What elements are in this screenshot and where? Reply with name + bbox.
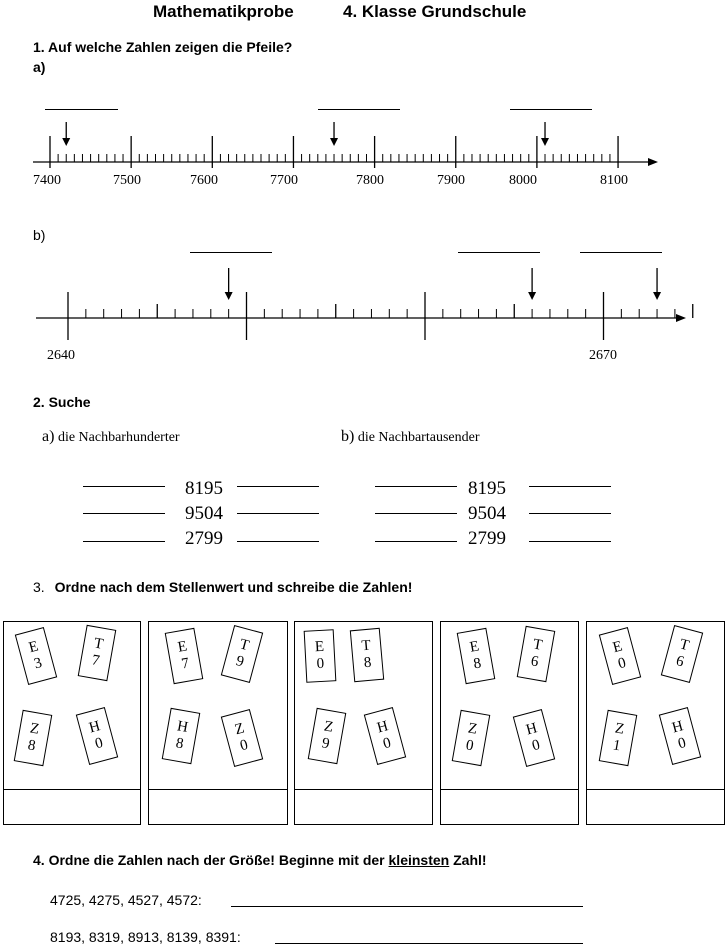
answer-blank-2b-left[interactable] (375, 513, 457, 514)
digit-card: Z 0 (221, 709, 263, 767)
digit-card: H 0 (364, 707, 406, 765)
answer-blank-2a-left[interactable] (83, 486, 165, 487)
answer-blank-2b-left[interactable] (375, 486, 457, 487)
task4-heading: 4. Ordne die Zahlen nach der Größe! Beginne mit der kleinsten Zahl! (33, 852, 487, 868)
digit-card: Z 0 (452, 710, 491, 766)
tick-label: 7900 (437, 173, 465, 188)
place-value-box-3 (294, 621, 433, 825)
digit-card: Z 1 (599, 710, 638, 766)
pointer-arrowhead (225, 292, 233, 300)
answer-blank-2b-left[interactable] (375, 541, 457, 542)
task1b-label: b) (33, 227, 46, 243)
digit-card: H 8 (162, 708, 201, 764)
pointer-arrowhead (528, 292, 536, 300)
tick-label: 7800 (356, 173, 384, 188)
task2b-number: 2799 (468, 528, 506, 549)
tick-label: 7500 (113, 173, 141, 188)
place-value-box-4 (440, 621, 579, 825)
digit-card: Z 9 (308, 708, 347, 764)
task2b-text: die Nachbartausender (357, 430, 480, 445)
task4-underlined: kleinsten (388, 852, 450, 868)
tick-label: 7400 (33, 173, 61, 188)
answer-field-3-3[interactable] (295, 789, 432, 824)
task3-heading-row (33, 579, 412, 595)
place-value-box-2 (148, 621, 288, 825)
tick-label: 7700 (270, 173, 298, 188)
tick-label: 7600 (190, 173, 218, 188)
task2a-letter: a) (42, 428, 55, 445)
tick-label: 2670 (589, 348, 617, 363)
answer-blank-2a-right[interactable] (237, 513, 319, 514)
answer-field-3-4[interactable] (441, 789, 578, 824)
digit-card: H 0 (76, 707, 118, 765)
task2b-number: 9504 (468, 503, 506, 524)
task2b-letter: b) (341, 428, 355, 445)
task4-row-1-text: 4725, 4275, 4527, 4572: (50, 892, 202, 908)
pointer-arrowhead (653, 292, 661, 300)
digit-card: E 0 (304, 629, 337, 682)
answer-blank-2a-left[interactable] (83, 513, 165, 514)
answer-line-4-1[interactable] (231, 906, 583, 907)
place-value-box-1 (3, 621, 141, 825)
task4-row-2-text: 8193, 8319, 8913, 8139, 8391: (50, 929, 241, 945)
task2a-label (42, 428, 180, 446)
answer-blank-2b-right[interactable] (529, 541, 611, 542)
digit-card: E 8 (457, 628, 496, 684)
axis-arrowhead (676, 314, 686, 322)
task2a-number: 8195 (185, 478, 223, 499)
task2-heading: 2. Suche (33, 394, 91, 410)
digit-card: Z 8 (14, 710, 53, 766)
digit-card: T 8 (350, 628, 384, 682)
task2b-number: 8195 (468, 478, 506, 499)
digit-card: T 6 (517, 626, 556, 682)
answer-line-4-2[interactable] (275, 943, 583, 944)
digit-card: T 6 (661, 625, 703, 683)
worksheet-title: Mathematikprobe (153, 2, 294, 21)
digit-card: T 9 (221, 625, 263, 683)
digit-card: E 3 (15, 627, 57, 685)
digit-card: E 7 (165, 628, 204, 684)
tick-label: 8000 (509, 173, 537, 188)
answer-field-3-2[interactable] (149, 789, 287, 824)
worksheet-grade: 4. Klasse Grundschule (343, 2, 527, 21)
tick-label: 2640 (47, 348, 75, 363)
digit-card: H 0 (659, 707, 701, 765)
task1-heading: 1. Auf welche Zahlen zeigen die Pfeile? (33, 39, 293, 55)
answer-blank-2a-right[interactable] (237, 486, 319, 487)
tick-label: 8100 (600, 173, 628, 188)
answer-blank-2b-right[interactable] (529, 486, 611, 487)
task2a-text: die Nachbarhunderter (57, 430, 180, 445)
digit-card: T 7 (78, 625, 117, 681)
task2a-number: 2799 (185, 528, 223, 549)
task3-number: 3. (33, 579, 45, 595)
answer-field-3-1[interactable] (4, 789, 140, 824)
digit-card: H 0 (513, 709, 555, 767)
digit-card: E 0 (599, 627, 641, 685)
answer-blank-2b-right[interactable] (529, 513, 611, 514)
task2b-label (341, 428, 480, 446)
answer-blank-2a-left[interactable] (83, 541, 165, 542)
task3-heading: Ordne nach dem Stellenwert und schreibe die Zahlen! (54, 579, 413, 595)
answer-blank-2a-right[interactable] (237, 541, 319, 542)
place-value-box-5 (586, 621, 725, 825)
task2a-number: 9504 (185, 503, 223, 524)
answer-field-3-5[interactable] (587, 789, 724, 824)
task1a-label: a) (33, 59, 46, 75)
